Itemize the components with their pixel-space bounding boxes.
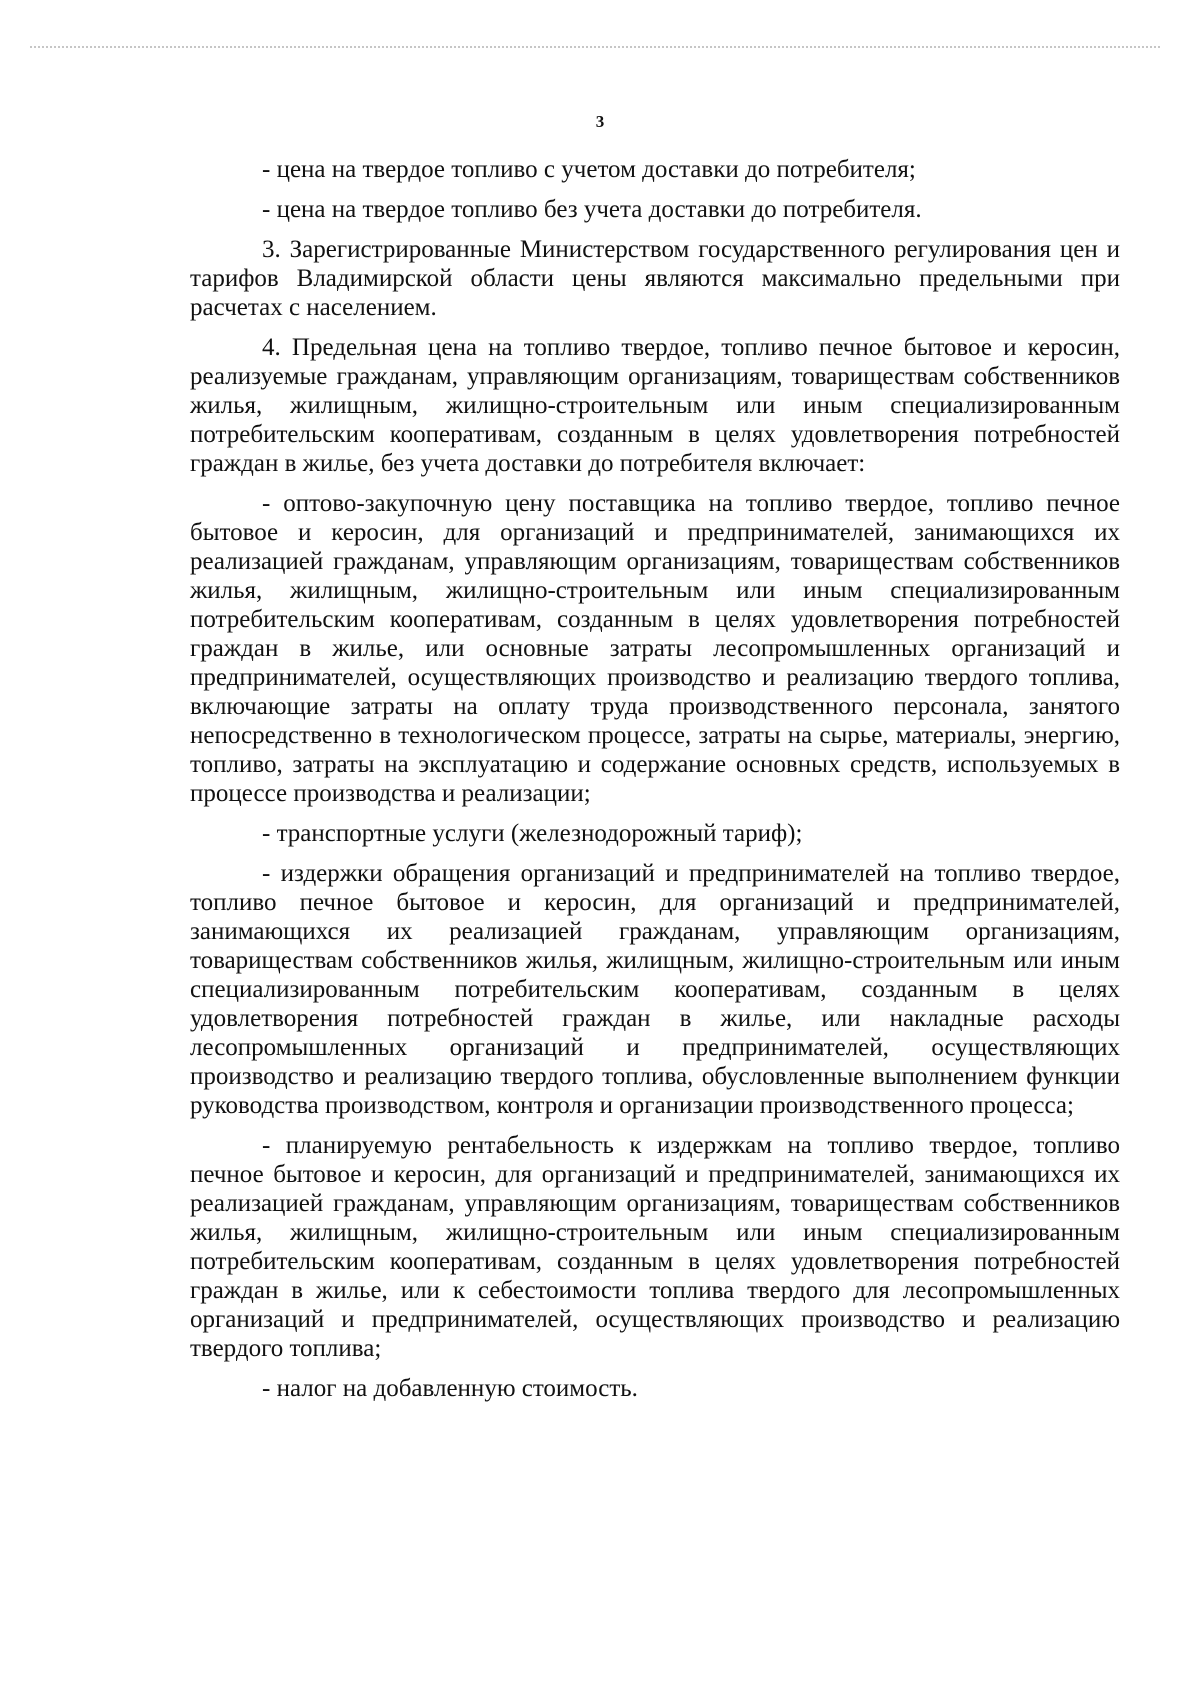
paragraph-price-without-delivery: - цена на твердое топливо без учета доставки до потребителя. (262, 196, 922, 223)
paragraph-price-with-delivery: - цена на твердое топливо с учетом доставки до потребителя; (262, 156, 916, 183)
scan-edge-artifact (30, 46, 1160, 48)
paragraph-wholesale-price: - оптово-закупочную цену поставщика на топливо твердое, топливо печное бытовое и керосин, для организаций и предпринимателей, занимающихся их реализацией гражданам, управляющим организациям, товариществам собственников жилья, жилищным, жилищно-строительным или иным специализированным потребительским кооперативам, созданным в целях удовлетворения потребностей граждан в жилье, или основные затраты лесопромышленных организаций и предпринимателей, осуществляющих производство и реализацию твердого топлива, включающие затраты на оплату труда производственного персонала, занятого непосредственно в технологическом процессе, затраты на сырье, материалы, энергию, топливо, затраты на эксплуатацию и содержание основных средств, используемых в процессе производства и реализации; (190, 490, 1120, 807)
paragraph-item-3: 3. Зарегистрированные Министерством государственного регулирования цен и тарифов Владимирской области цены являются максимально предельными при расчетах с населением. (190, 236, 1120, 321)
paragraph-planned-profitability: - планируемую рентабельность к издержкам на топливо твердое, топливо печное бытовое и керосин, для организаций и предпринимателей, занимающихся их реализацией гражданам, управляющим организациям, товариществам собственников жилья, жилищным, жилищно-строительным или иным специализированным потребительским кооперативам, созданным в целях удовлетворения потребностей граждан в жилье, или к себестоимости топлива твердого для лесопромышленных организаций и предпринимателей, осуществляющих производство и реализацию твердого топлива; (190, 1132, 1120, 1362)
paragraph-vat: - налог на добавленную стоимость. (262, 1375, 638, 1402)
document-body (190, 155, 1120, 1403)
paragraph-transport-services: - транспортные услуги (железнодорожный тариф); (262, 820, 803, 847)
paragraph-circulation-costs: - издержки обращения организаций и предпринимателей на топливо твердое, топливо печное бытовое и керосин, для организаций и предпринимателей, занимающихся их реализацией гражданам, управляющим организациям, товариществам собственников жилья, жилищным, жилищно-строительным или иным специализированным потребительским кооперативам, созданным в целях удовлетворения потребностей граждан в жилье, или накладные расходы лесопромышленных организаций и предпринимателей, осуществляющих производство и реализацию твердого топлива, обусловленные выполнением функции руководства производством, контроля и организации производственного процесса; (190, 860, 1120, 1119)
page-number: 3 (595, 112, 605, 131)
paragraph-item-4: 4. Предельная цена на топливо твердое, топливо печное бытовое и керосин, реализуемые гражданам, управляющим организациям, товариществам собственников жилья, жилищным, жилищно-строительным или иным специализированным потребительским кооперативам, созданным в целях удовлетворения потребностей граждан в жилье, без учета доставки до потребителя включает: (190, 334, 1120, 477)
